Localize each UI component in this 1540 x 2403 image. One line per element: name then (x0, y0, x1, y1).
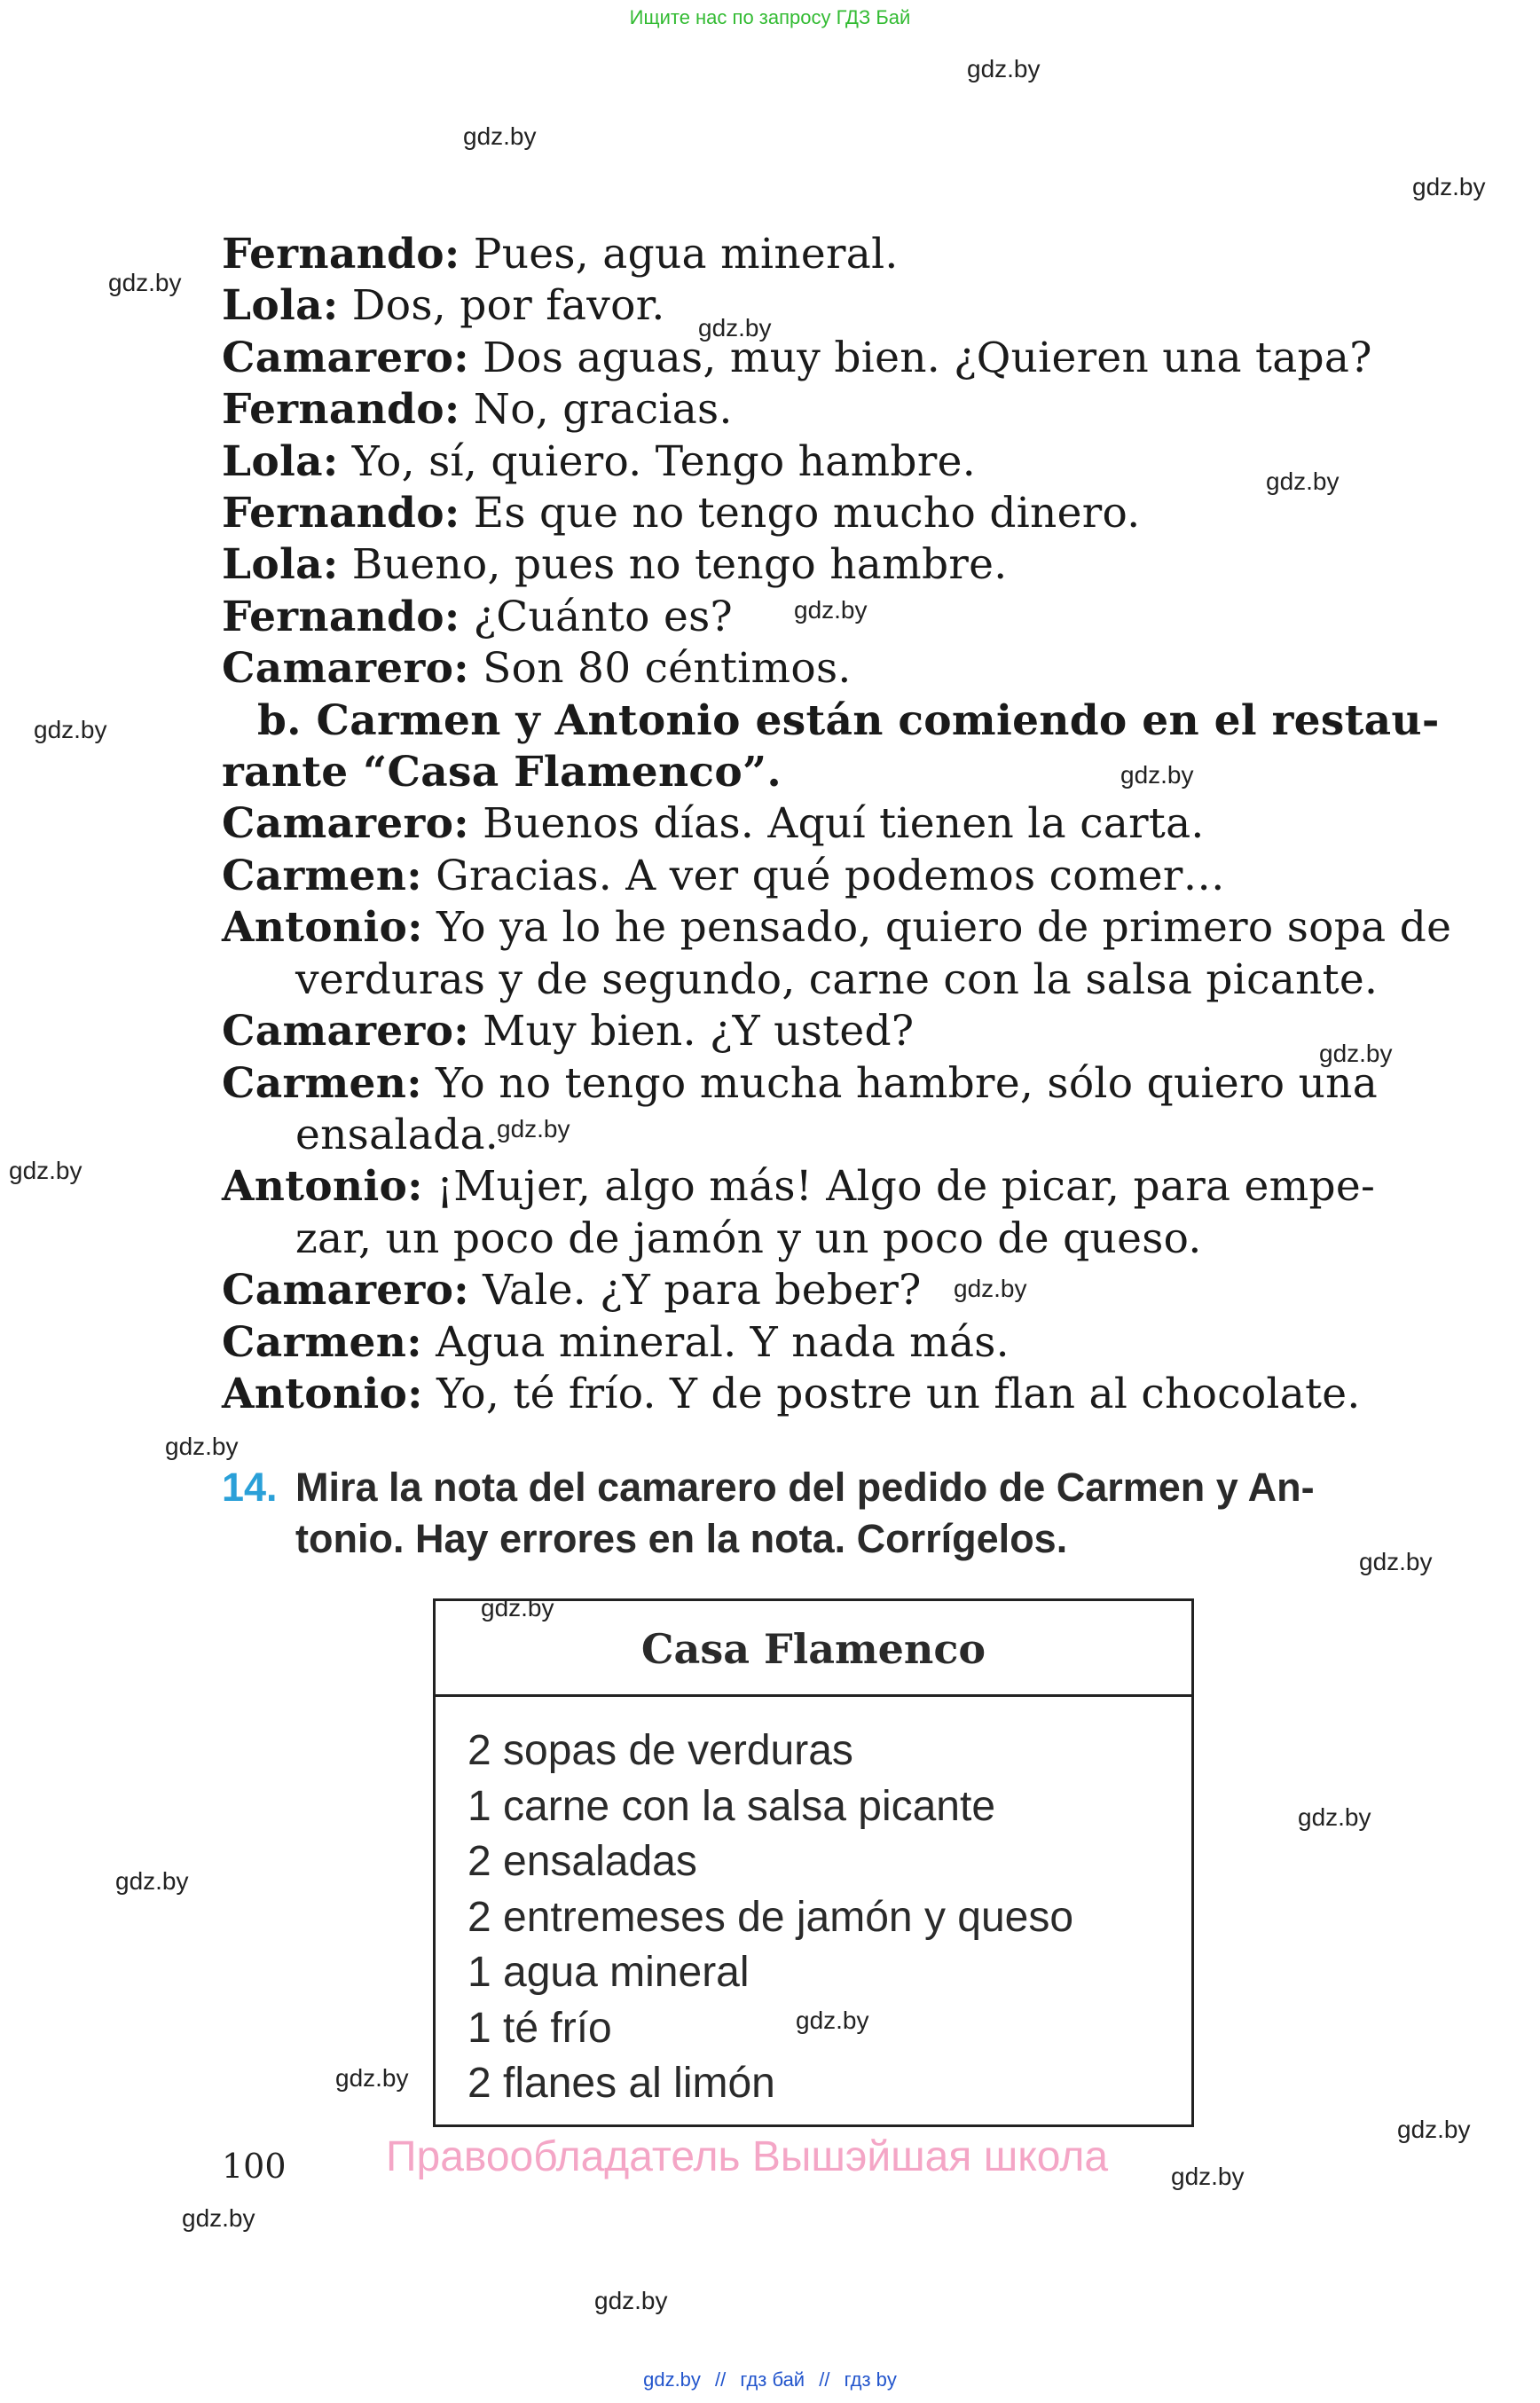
receipt-item: 2 entremeses de jamón y queso (468, 1893, 1074, 1941)
dialogue-line (222, 592, 1410, 643)
watermark: gdz.by (1412, 173, 1486, 200)
dialogue-line (222, 1369, 1410, 1420)
line-text: Agua mineral. Y nada más. (421, 1317, 1010, 1367)
receipt-title: Casa Flamenco (436, 1601, 1191, 1697)
copyright-notice: Правообладатель Вышэйшая школа (386, 2133, 1109, 2180)
dialogue-line (222, 851, 1410, 902)
speaker-name: Antonio: (222, 903, 423, 953)
line-text: Pues, agua mineral. (460, 230, 899, 279)
dialogue-line (222, 229, 1410, 280)
line-text: Dos aguas, muy bien. ¿Quieren una tapa? (468, 333, 1372, 382)
watermark: gdz.by (1298, 1803, 1371, 1831)
exercise-number: 14. (222, 1465, 278, 1510)
exercise-text: Mira la nota del camarero del pedido de Carmen y An- (295, 1465, 1315, 1510)
top-banner[interactable]: Ищите нас по запросу ГДЗ Бай (629, 6, 911, 28)
line-text: Yo ya lo he pensado, quiero de primero sopa de (422, 903, 1452, 953)
footer-link[interactable]: gdz.by (643, 2368, 701, 2391)
dialogue-line (222, 488, 1410, 539)
dialogue-line (222, 643, 1410, 695)
watermark: gdz.by (1171, 2163, 1245, 2190)
exercise-line (222, 1462, 1428, 1513)
watermark: gdz.by (497, 1115, 570, 1143)
waiter-receipt (433, 1598, 1194, 2127)
line-text: Bueno, pues no tengo hambre. (338, 540, 1008, 590)
receipt-item: 2 ensaladas (468, 1838, 697, 1885)
dialogue-line (222, 1161, 1410, 1213)
watermark: gdz.by (1120, 761, 1194, 789)
speaker-name: Carmen: (222, 1058, 422, 1108)
footer-separator: // (819, 2368, 830, 2391)
line-text: Es que no tengo mucho dinero. (460, 489, 1141, 538)
speaker-name: Lola: (222, 436, 339, 486)
dialogue-line (222, 384, 1410, 436)
dialogue-line (222, 539, 1410, 591)
footer-separator: // (715, 2368, 727, 2391)
footer-links (0, 2368, 1540, 2391)
exercise-text-cont: tonio. Hay errores en la nota. Corrígelos. (295, 1516, 1068, 1561)
speaker-name: Antonio: (222, 1162, 423, 1212)
dialogue-line-continuation: zar, un poco de jamón y un poco de queso. (295, 1213, 1202, 1263)
line-text: Gracias. A ver qué podemos comer… (421, 851, 1225, 900)
line-text: Dos, por favor. (338, 281, 665, 331)
speaker-name: Camarero: (222, 1007, 469, 1056)
speaker-name: Fernando: (222, 230, 460, 279)
watermark: gdz.by (1359, 1548, 1433, 1575)
dialogue-line (222, 1058, 1410, 1110)
speaker-name: Fernando: (222, 385, 460, 435)
dialogue-line (222, 902, 1452, 954)
dialogue-line (222, 333, 1410, 384)
exercise-14 (222, 1462, 1428, 1565)
watermark: gdz.by (182, 2204, 255, 2232)
speaker-name: Fernando: (222, 489, 460, 538)
speaker-name: Antonio: (222, 1369, 423, 1418)
watermark: gdz.by (9, 1157, 82, 1184)
speaker-name: Camarero: (222, 799, 469, 849)
line-text: Yo, té frío. Y de postre un flan al chocolate. (422, 1369, 1361, 1418)
line-text: Buenos días. Aquí tienen la carta. (468, 799, 1205, 849)
watermark: gdz.by (115, 1867, 189, 1895)
section-b-heading-cont: rante “Casa Flamenco”. (222, 748, 782, 797)
dialogue-line (222, 1265, 1410, 1316)
section-b-heading: b. Carmen y Antonio están comiendo en el restau- (257, 695, 1440, 745)
watermark: gdz.by (794, 596, 868, 624)
speaker-name: Carmen: (222, 851, 422, 900)
dialogue-line (222, 1006, 1410, 1057)
speaker-name: Carmen: (222, 1317, 422, 1367)
line-text: Vale. ¿Y para beber? (468, 1266, 922, 1315)
receipt-item: 2 sopas de verduras (468, 1727, 853, 1774)
watermark: gdz.by (1319, 1040, 1393, 1067)
speaker-name: Lola: (222, 281, 339, 331)
receipt-item: 1 agua mineral (468, 1949, 750, 1996)
watermark: gdz.by (967, 55, 1041, 82)
watermark: gdz.by (594, 2287, 668, 2314)
dialogue-line-continuation: ensalada. (295, 1110, 499, 1159)
watermark: gdz.by (165, 1433, 239, 1460)
receipt-item: 1 té frío (468, 2004, 612, 2052)
line-text: Son 80 céntimos. (468, 644, 852, 694)
line-text: ¡Mujer, algo más! Algo de picar, para empe- (422, 1162, 1376, 1212)
dialogue-line (222, 280, 1410, 332)
line-text: ¿Cuánto es? (460, 592, 734, 641)
line-text: Muy bien. ¿Y usted? (468, 1007, 915, 1056)
watermark: gdz.by (1266, 467, 1340, 495)
line-text: Yo, sí, quiero. Tengo hambre. (338, 436, 976, 486)
dialogue-line (222, 436, 1410, 488)
receipt-items (436, 1697, 1191, 2112)
watermark: gdz.by (34, 716, 107, 743)
page-number: 100 (222, 2147, 287, 2186)
dialogue-text (222, 229, 1452, 1420)
line-text: No, gracias. (460, 385, 733, 435)
receipt-item: 1 carne con la salsa picante (468, 1782, 996, 1830)
speaker-name: Camarero: (222, 1266, 469, 1315)
watermark: gdz.by (463, 122, 537, 150)
watermark: gdz.by (335, 2064, 409, 2092)
watermark: gdz.by (1397, 2116, 1471, 2143)
watermark: gdz.by (954, 1275, 1027, 1302)
dialogue-line-continuation: verduras y de segundo, carne con la salsa picante. (295, 954, 1379, 1004)
receipt-item: 2 flanes al limón (468, 2060, 775, 2107)
watermark: gdz.by (698, 314, 772, 342)
watermark: gdz.by (481, 1594, 554, 1622)
footer-link[interactable]: гдз бай (740, 2368, 805, 2391)
speaker-name: Camarero: (222, 333, 469, 382)
dialogue-line (222, 1317, 1410, 1369)
speaker-name: Camarero: (222, 644, 469, 694)
speaker-name: Lola: (222, 540, 339, 590)
dialogue-line (222, 798, 1410, 850)
watermark: gdz.by (796, 2006, 869, 2034)
speaker-name: Fernando: (222, 592, 460, 641)
watermark: gdz.by (108, 269, 182, 296)
footer-link[interactable]: гдз by (844, 2368, 897, 2391)
line-text: Yo no tengo mucha hambre, sólo quiero una (421, 1058, 1379, 1108)
